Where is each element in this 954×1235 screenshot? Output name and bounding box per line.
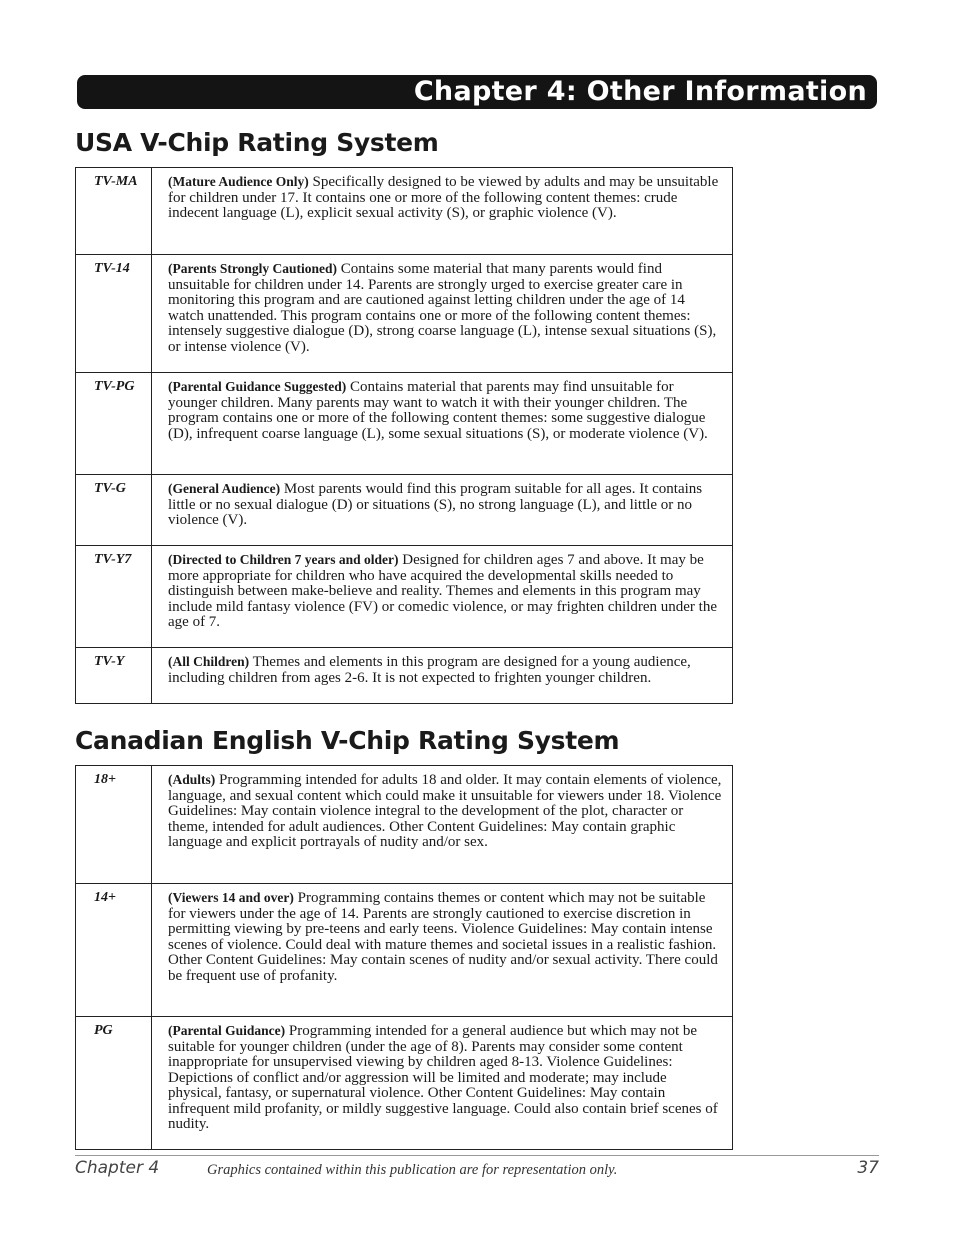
rating-code: TV-PG xyxy=(76,373,152,475)
rating-code: 14+ xyxy=(76,884,152,1017)
table-row xyxy=(76,648,733,704)
rating-lead: (Mature Audience Only) xyxy=(168,174,309,189)
rating-lead: (Adults) xyxy=(168,772,216,787)
rating-description xyxy=(152,884,733,1017)
rating-description xyxy=(152,373,733,475)
rating-lead: (Parental Guidance) xyxy=(168,1023,286,1038)
rating-text: Contains material that parents may find unsuitable for younger children. Many parents may want to watch it with their younger children. The program contains one or more of the following content themes: some suggestive dialogue (D), infrequent coarse language (L), some sexual situations (S), or moderate violence (V). xyxy=(168,379,708,442)
table-row xyxy=(76,1017,733,1150)
rating-description xyxy=(152,1017,733,1150)
table-row xyxy=(76,546,733,648)
page-number: 37 xyxy=(857,1158,879,1178)
rating-text: Programming intended for a general audience but which may not be suitable for younger children (under the age of 8). Parents may consider some content inappropriate for unsupervised viewing by children aged 8-13. Violence Guidelines: Depictions of conflict and/or aggression will be limited and moderate; may include physical, fantasy, or supernatural violence. Other Content Guidelines: May contain infrequent mild profanity, or mildly suggestive language. Could also contain brief scenes of nudity. xyxy=(168,1023,718,1132)
table-row xyxy=(76,255,733,373)
footer-chapter-label: Chapter 4 xyxy=(75,1158,160,1178)
rating-text: Programming contains themes or content which may not be suitable for viewers under the age of 14. Parents are strongly cautioned to exercise discretion in permitting viewing by pre-teens and early teens. Violence Guidelines: May contain intense scenes of violence. Could deal with mature themes and societal issues in a realistic fashion. Other Content Guidelines: May contain scenes of nudity and/or sexual activity. There could be frequent use of profanity. xyxy=(168,890,718,984)
chapter-banner: Chapter 4: Other Information xyxy=(77,75,877,109)
footer-disclaimer: Graphics contained within this publication are for representation only. xyxy=(207,1162,618,1178)
rating-code: TV-14 xyxy=(76,255,152,373)
rating-text: Most parents would find this program suitable for all ages. It contains little or no sexual dialogue (D) or situations (S), no strong language (L), and little or no violence (V). xyxy=(168,481,703,528)
canada-ratings-table xyxy=(75,765,733,1150)
usa-section-title: USA V-Chip Rating System xyxy=(75,128,439,157)
table-row xyxy=(76,373,733,475)
rating-lead: (Parental Guidance Suggested) xyxy=(168,379,347,394)
rating-description xyxy=(152,475,733,546)
rating-lead: (General Audience) xyxy=(168,481,281,496)
rating-description xyxy=(152,168,733,255)
rating-description xyxy=(152,255,733,373)
rating-lead: (Directed to Children 7 years and older) xyxy=(168,552,399,567)
rating-description xyxy=(152,546,733,648)
rating-code: TV-Y7 xyxy=(76,546,152,648)
rating-code: PG xyxy=(76,1017,152,1150)
table-row xyxy=(76,475,733,546)
rating-code: 18+ xyxy=(76,766,152,884)
rating-lead: (Viewers 14 and over) xyxy=(168,890,294,905)
table-row xyxy=(76,168,733,255)
usa-ratings-table xyxy=(75,167,733,704)
rating-lead: (Parents Strongly Cautioned) xyxy=(168,261,338,276)
table-row xyxy=(76,766,733,884)
rating-text: Programming intended for adults 18 and older. It may contain elements of violence, language, and sexual content which could make it unsuitable for viewers under 18. Violence Guidelines: May contain violence integral to the development of the plot, character or theme, intended for adult audiences. Other Content Guidelines: May contain graphic language and explicit portrayals of nudity and/or sex. xyxy=(168,772,722,850)
rating-description xyxy=(152,648,733,704)
rating-code: TV-G xyxy=(76,475,152,546)
rating-description xyxy=(152,766,733,884)
rating-lead: (All Children) xyxy=(168,654,250,669)
rating-code: TV-Y xyxy=(76,648,152,704)
rating-text: Designed for children ages 7 and above. It may be more appropriate for children who have acquired the developmental skills needed to distinguish between make-believe and reality. Themes and elements in this program may include mild fantasy violence (FV) or comedic violence, or may frighten children under the age of 7. xyxy=(168,552,717,630)
table-row xyxy=(76,884,733,1017)
rating-text: Contains some material that many parents would find unsuitable for children under 14. Parents are strongly urged to exercise greater care in monitoring this program and are cautioned against letting children under the age of 14 watch unattended. This program contains one or more of the following content themes: intensely suggestive dialogue (D), strong coarse language (L), intense sexual situations (S), or intense violence (V). xyxy=(168,261,717,355)
canada-section-title: Canadian English V-Chip Rating System xyxy=(75,726,620,755)
rating-text: Themes and elements in this program are designed for a young audience, including children from ages 2-6. It is not expected to frighten younger children. xyxy=(168,654,691,686)
rating-text: Specifically designed to be viewed by adults and may be unsuitable for children under 17. It contains one or more of the following content themes: crude indecent language (L), explicit sexual activity (S), or graphic violence (V). xyxy=(168,174,719,221)
footer-divider xyxy=(75,1155,879,1156)
rating-code: TV-MA xyxy=(76,168,152,255)
